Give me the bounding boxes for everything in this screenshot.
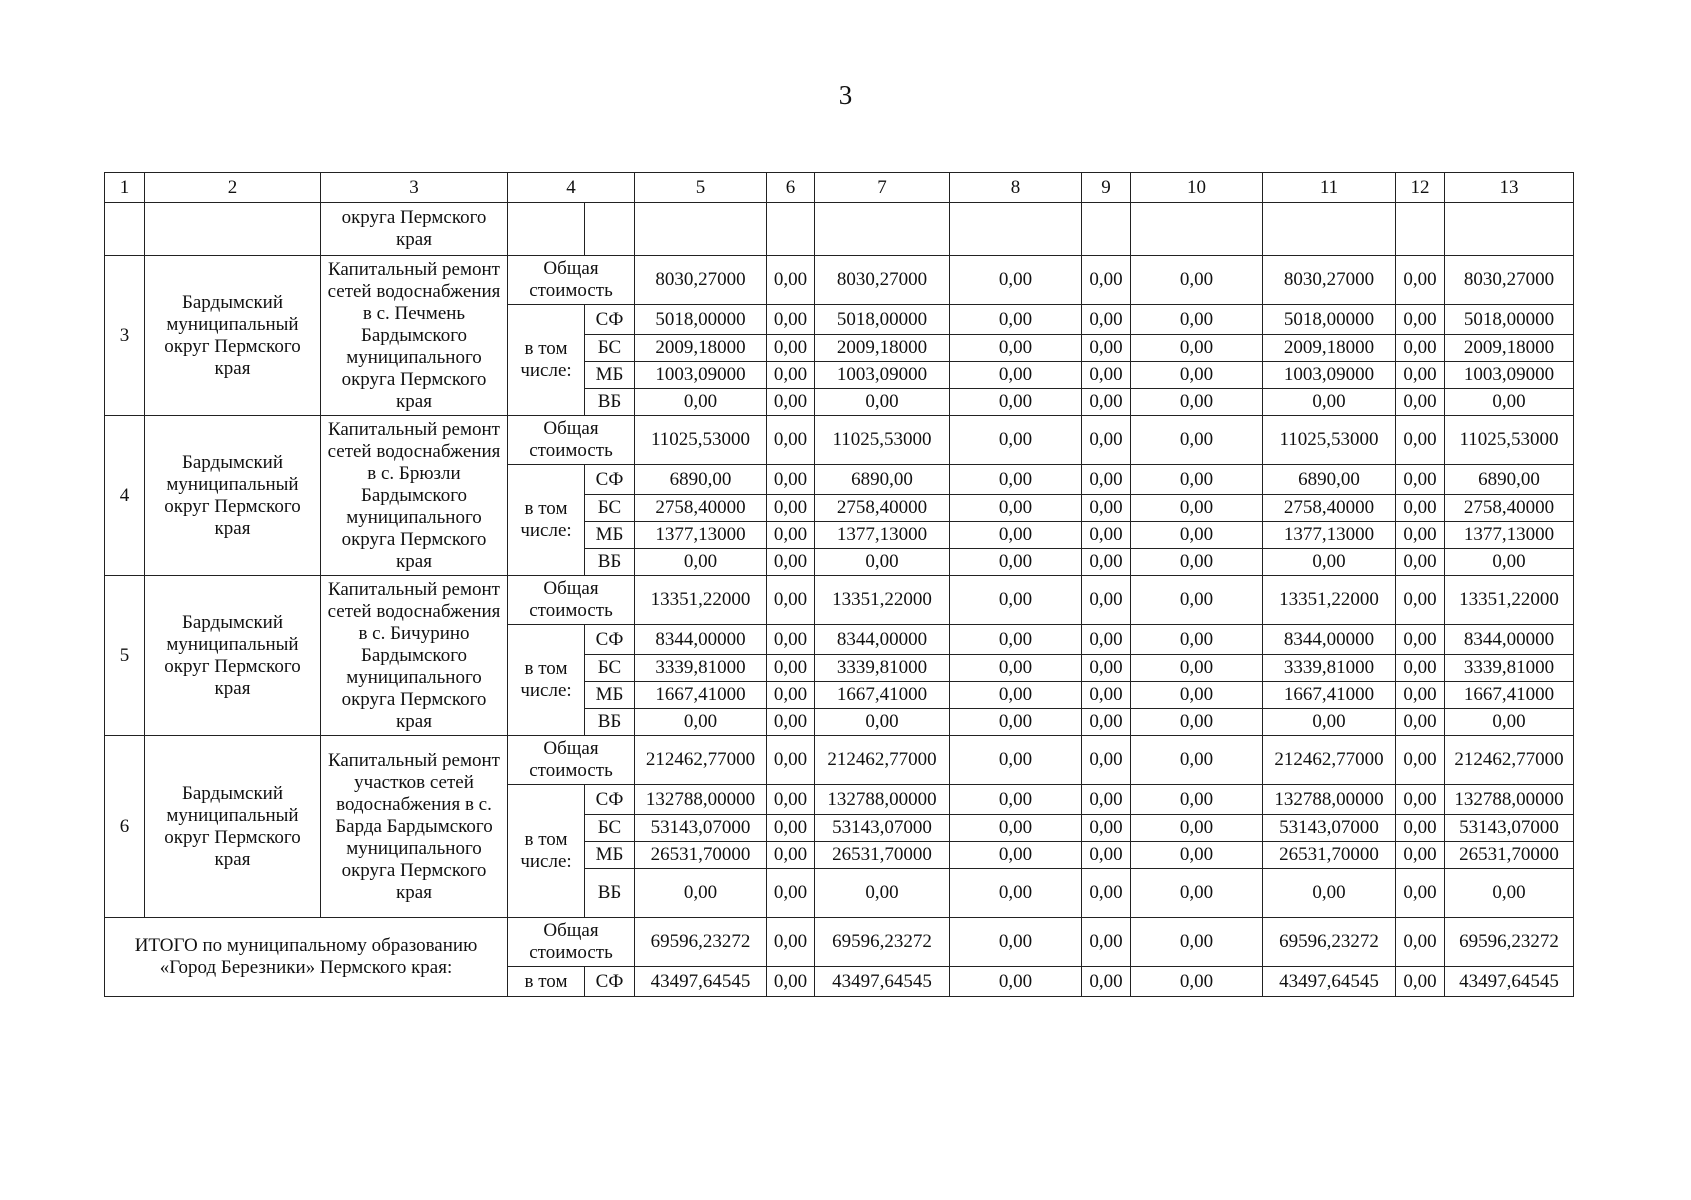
value-cell: 0,00 (950, 709, 1082, 736)
value-cell: 212462,77000 (635, 736, 767, 785)
value-cell: 0,00 (767, 362, 815, 389)
value-cell: 0,00 (950, 256, 1082, 305)
value-cell: 0,00 (1131, 785, 1263, 815)
value-cell: 0,00 (1445, 389, 1574, 416)
row-number: 3 (105, 256, 145, 416)
value-cell: 69596,23272 (1445, 918, 1574, 967)
value-cell: 0,00 (950, 389, 1082, 416)
value-cell: 0,00 (1082, 785, 1131, 815)
value-cell: 0,00 (767, 389, 815, 416)
value-cell: 0,00 (1131, 416, 1263, 465)
value-cell: 0,00 (950, 736, 1082, 785)
value-cell: 0,00 (1263, 389, 1396, 416)
value-cell: 0,00 (950, 549, 1082, 576)
value-cell: 0,00 (767, 785, 815, 815)
grand-total-label-line: «Город Березники» Пермского края: (159, 957, 453, 978)
grand-total-label (105, 918, 508, 997)
value-cell: 0,00 (1082, 495, 1131, 522)
value-cell: 0,00 (767, 305, 815, 335)
value-cell: 0,00 (1131, 389, 1263, 416)
value-cell: 3339,81000 (1263, 655, 1396, 682)
value-cell: 0,00 (767, 625, 815, 655)
value-cell: 43497,64545 (1263, 967, 1396, 997)
value-cell: 2009,18000 (635, 335, 767, 362)
value-cell: 0,00 (635, 709, 767, 736)
funding-source-code: МБ (585, 362, 635, 389)
empty-cell (815, 203, 950, 256)
total-cost-label: Общая стоимость (508, 416, 635, 465)
breakdown-prefix: в том числе: (508, 305, 585, 416)
value-cell: 1377,13000 (635, 522, 767, 549)
value-cell: 0,00 (1396, 967, 1445, 997)
value-cell: 11025,53000 (635, 416, 767, 465)
value-cell: 26531,70000 (1263, 842, 1396, 869)
value-cell: 53143,07000 (1445, 815, 1574, 842)
value-cell: 0,00 (767, 576, 815, 625)
funding-source-code: ВБ (585, 389, 635, 416)
value-cell: 0,00 (815, 389, 950, 416)
value-cell: 0,00 (767, 967, 815, 997)
value-cell: 0,00 (1131, 655, 1263, 682)
value-cell: 0,00 (815, 709, 950, 736)
row-number: 5 (105, 576, 145, 736)
value-cell: 132788,00000 (1445, 785, 1574, 815)
value-cell: 8344,00000 (1445, 625, 1574, 655)
value-cell: 1003,09000 (635, 362, 767, 389)
value-cell: 0,00 (767, 655, 815, 682)
value-cell: 69596,23272 (1263, 918, 1396, 967)
municipality-cell: Бардымский муниципальный округ Пермского края (145, 736, 321, 918)
column-header: 5 (635, 173, 767, 203)
funding-source-code: ВБ (585, 709, 635, 736)
value-cell: 2758,40000 (1263, 495, 1396, 522)
value-cell: 53143,07000 (635, 815, 767, 842)
value-cell: 0,00 (1082, 549, 1131, 576)
value-cell: 0,00 (950, 576, 1082, 625)
value-cell: 0,00 (1082, 362, 1131, 389)
value-cell: 0,00 (950, 495, 1082, 522)
column-header: 12 (1396, 173, 1445, 203)
empty-cell (508, 203, 585, 256)
value-cell: 0,00 (1131, 682, 1263, 709)
value-cell: 132788,00000 (635, 785, 767, 815)
value-cell: 0,00 (1082, 736, 1131, 785)
value-cell: 0,00 (1396, 549, 1445, 576)
value-cell: 0,00 (1131, 625, 1263, 655)
value-cell: 0,00 (1396, 495, 1445, 522)
value-cell: 132788,00000 (815, 785, 950, 815)
value-cell: 1667,41000 (1445, 682, 1574, 709)
breakdown-prefix: в том числе: (508, 465, 585, 576)
value-cell: 0,00 (1396, 655, 1445, 682)
value-cell: 8030,27000 (1445, 256, 1574, 305)
empty-cell (767, 203, 815, 256)
value-cell: 0,00 (1082, 389, 1131, 416)
value-cell: 0,00 (767, 416, 815, 465)
value-cell: 0,00 (1445, 709, 1574, 736)
continuation-row (105, 203, 1574, 256)
value-cell: 0,00 (1082, 709, 1131, 736)
value-cell: 0,00 (1396, 522, 1445, 549)
total-cost-label: Общая стоимость (508, 918, 635, 967)
value-cell: 0,00 (1131, 967, 1263, 997)
breakdown-prefix: в том числе: (508, 785, 585, 918)
value-cell: 2758,40000 (1445, 495, 1574, 522)
value-cell: 1003,09000 (815, 362, 950, 389)
object-cell: Капитальный ремонт сетей водоснабжения в с. Бичурино Бардымского муниципального округа Пермского края (321, 576, 508, 736)
column-header: 8 (950, 173, 1082, 203)
empty-cell (635, 203, 767, 256)
value-cell: 2009,18000 (815, 335, 950, 362)
value-cell: 11025,53000 (1263, 416, 1396, 465)
empty-cell (145, 203, 321, 256)
value-cell: 5018,00000 (1263, 305, 1396, 335)
value-cell: 0,00 (1082, 256, 1131, 305)
value-cell: 0,00 (1131, 305, 1263, 335)
value-cell: 0,00 (1131, 918, 1263, 967)
value-cell: 1377,13000 (815, 522, 950, 549)
value-cell: 132788,00000 (1263, 785, 1396, 815)
value-cell: 13351,22000 (1263, 576, 1396, 625)
funding-source-code: СФ (585, 305, 635, 335)
object-cell: Капитальный ремонт сетей водоснабжения в с. Печмень Бардымского муниципального округа Пермского края (321, 256, 508, 416)
value-cell: 0,00 (1396, 918, 1445, 967)
value-cell: 0,00 (950, 465, 1082, 495)
value-cell: 53143,07000 (815, 815, 950, 842)
funding-source-code: СФ (585, 967, 635, 997)
empty-cell (1082, 203, 1131, 256)
value-cell: 0,00 (767, 522, 815, 549)
value-cell: 0,00 (1263, 549, 1396, 576)
value-cell: 1667,41000 (1263, 682, 1396, 709)
municipality-cell: Бардымский муниципальный округ Пермского края (145, 416, 321, 576)
grand-total-row (105, 918, 1574, 967)
value-cell: 0,00 (1131, 709, 1263, 736)
value-cell: 0,00 (635, 549, 767, 576)
value-cell: 0,00 (1396, 335, 1445, 362)
value-cell: 0,00 (1396, 362, 1445, 389)
value-cell: 0,00 (950, 682, 1082, 709)
value-cell: 0,00 (950, 362, 1082, 389)
column-header: 1 (105, 173, 145, 203)
breakdown-prefix: в том числе: (508, 625, 585, 736)
value-cell: 0,00 (1082, 842, 1131, 869)
funding-table (104, 172, 1574, 997)
value-cell: 0,00 (1396, 785, 1445, 815)
value-cell: 0,00 (1396, 625, 1445, 655)
value-cell: 0,00 (1396, 305, 1445, 335)
column-header: 4 (508, 173, 635, 203)
value-cell: 5018,00000 (635, 305, 767, 335)
value-cell: 0,00 (1396, 869, 1445, 918)
value-cell: 0,00 (950, 416, 1082, 465)
value-cell: 2009,18000 (1445, 335, 1574, 362)
value-cell: 0,00 (1082, 416, 1131, 465)
value-cell: 0,00 (767, 869, 815, 918)
value-cell: 212462,77000 (1263, 736, 1396, 785)
empty-cell (1445, 203, 1574, 256)
value-cell: 0,00 (767, 682, 815, 709)
value-cell: 6890,00 (1263, 465, 1396, 495)
value-cell: 0,00 (635, 389, 767, 416)
value-cell: 1003,09000 (1445, 362, 1574, 389)
value-cell: 8344,00000 (815, 625, 950, 655)
value-cell: 0,00 (950, 967, 1082, 997)
value-cell: 0,00 (1131, 549, 1263, 576)
value-cell: 3339,81000 (815, 655, 950, 682)
value-cell: 0,00 (950, 305, 1082, 335)
value-cell: 5018,00000 (1445, 305, 1574, 335)
value-cell: 0,00 (1131, 362, 1263, 389)
value-cell: 0,00 (1082, 655, 1131, 682)
funding-source-code: МБ (585, 842, 635, 869)
value-cell: 0,00 (1082, 815, 1131, 842)
grand-total-label-line: ИТОГО по муниципальному образованию (134, 935, 478, 956)
value-cell: 69596,23272 (635, 918, 767, 967)
value-cell: 0,00 (1396, 389, 1445, 416)
header-row (105, 173, 1574, 203)
value-cell: 0,00 (767, 495, 815, 522)
value-cell: 212462,77000 (815, 736, 950, 785)
value-cell: 1003,09000 (1263, 362, 1396, 389)
value-cell: 0,00 (950, 785, 1082, 815)
value-cell: 43497,64545 (635, 967, 767, 997)
value-cell: 0,00 (635, 869, 767, 918)
empty-cell (1263, 203, 1396, 256)
value-cell: 0,00 (950, 869, 1082, 918)
funding-source-code: БС (585, 815, 635, 842)
empty-cell (105, 203, 145, 256)
column-header: 2 (145, 173, 321, 203)
value-cell: 0,00 (767, 256, 815, 305)
value-cell: 0,00 (950, 625, 1082, 655)
group-total-row (105, 736, 1574, 785)
value-cell: 69596,23272 (815, 918, 950, 967)
funding-source-code: МБ (585, 682, 635, 709)
row-number: 4 (105, 416, 145, 576)
value-cell: 43497,64545 (1445, 967, 1574, 997)
value-cell: 0,00 (767, 736, 815, 785)
value-cell: 0,00 (1396, 256, 1445, 305)
value-cell: 0,00 (767, 335, 815, 362)
value-cell: 6890,00 (635, 465, 767, 495)
group-total-row (105, 256, 1574, 305)
value-cell: 8030,27000 (635, 256, 767, 305)
funding-source-code: ВБ (585, 869, 635, 918)
value-cell: 0,00 (1131, 522, 1263, 549)
object-cell: Капитальный ремонт сетей водоснабжения в с. Брюзли Бардымского муниципального округа Пермского края (321, 416, 508, 576)
empty-cell (1131, 203, 1263, 256)
value-cell: 3339,81000 (1445, 655, 1574, 682)
funding-source-code: СФ (585, 625, 635, 655)
total-cost-label: Общая стоимость (508, 736, 635, 785)
value-cell: 0,00 (1082, 335, 1131, 362)
value-cell: 53143,07000 (1263, 815, 1396, 842)
value-cell: 13351,22000 (1445, 576, 1574, 625)
column-header: 10 (1131, 173, 1263, 203)
group-total-row (105, 576, 1574, 625)
value-cell: 0,00 (1263, 709, 1396, 736)
value-cell: 26531,70000 (1445, 842, 1574, 869)
value-cell: 0,00 (1396, 709, 1445, 736)
value-cell: 0,00 (1445, 869, 1574, 918)
value-cell: 11025,53000 (815, 416, 950, 465)
column-header: 3 (321, 173, 508, 203)
value-cell: 13351,22000 (815, 576, 950, 625)
value-cell: 212462,77000 (1445, 736, 1574, 785)
continuation-cell: округа Пермского края (321, 203, 508, 256)
value-cell: 0,00 (1131, 815, 1263, 842)
object-cell: Капитальный ремонт участков сетей водоснабжения в с. Барда Бардымского муниципального округа Пермского края (321, 736, 508, 918)
value-cell: 1667,41000 (815, 682, 950, 709)
funding-source-code: СФ (585, 785, 635, 815)
page-number: 3 (838, 80, 853, 110)
municipality-cell: Бардымский муниципальный округ Пермского края (145, 576, 321, 736)
value-cell: 0,00 (1131, 736, 1263, 785)
column-header: 9 (1082, 173, 1131, 203)
value-cell: 11025,53000 (1445, 416, 1574, 465)
value-cell: 0,00 (1396, 815, 1445, 842)
value-cell: 0,00 (767, 842, 815, 869)
value-cell: 2758,40000 (815, 495, 950, 522)
value-cell: 43497,64545 (815, 967, 950, 997)
value-cell: 0,00 (1396, 736, 1445, 785)
value-cell: 2758,40000 (635, 495, 767, 522)
value-cell: 5018,00000 (815, 305, 950, 335)
breakdown-prefix: в том (508, 967, 585, 997)
value-cell: 0,00 (1082, 576, 1131, 625)
funding-source-code: БС (585, 655, 635, 682)
value-cell: 0,00 (1263, 869, 1396, 918)
value-cell: 0,00 (767, 709, 815, 736)
value-cell: 0,00 (1082, 465, 1131, 495)
value-cell: 1377,13000 (1263, 522, 1396, 549)
value-cell: 0,00 (1131, 335, 1263, 362)
funding-source-code: БС (585, 495, 635, 522)
value-cell: 0,00 (1131, 465, 1263, 495)
value-cell: 0,00 (767, 815, 815, 842)
value-cell: 0,00 (1082, 918, 1131, 967)
value-cell: 0,00 (1131, 495, 1263, 522)
empty-cell (950, 203, 1082, 256)
funding-source-code: СФ (585, 465, 635, 495)
value-cell: 0,00 (1396, 842, 1445, 869)
value-cell: 3339,81000 (635, 655, 767, 682)
funding-source-code: МБ (585, 522, 635, 549)
value-cell: 0,00 (767, 549, 815, 576)
value-cell: 0,00 (1082, 522, 1131, 549)
value-cell: 0,00 (950, 815, 1082, 842)
value-cell: 0,00 (950, 842, 1082, 869)
value-cell: 0,00 (1131, 576, 1263, 625)
column-header: 6 (767, 173, 815, 203)
total-cost-label: Общая стоимость (508, 576, 635, 625)
empty-cell (585, 203, 635, 256)
value-cell: 1377,13000 (1445, 522, 1574, 549)
value-cell: 0,00 (1082, 967, 1131, 997)
value-cell: 26531,70000 (815, 842, 950, 869)
value-cell: 0,00 (950, 918, 1082, 967)
value-cell: 0,00 (1082, 869, 1131, 918)
value-cell: 13351,22000 (635, 576, 767, 625)
empty-cell (1396, 203, 1445, 256)
total-cost-label: Общая стоимость (508, 256, 635, 305)
value-cell: 0,00 (1396, 416, 1445, 465)
value-cell: 8344,00000 (1263, 625, 1396, 655)
value-cell: 8344,00000 (635, 625, 767, 655)
group-total-row (105, 416, 1574, 465)
value-cell: 0,00 (950, 522, 1082, 549)
column-header: 7 (815, 173, 950, 203)
value-cell: 0,00 (767, 918, 815, 967)
value-cell: 26531,70000 (635, 842, 767, 869)
value-cell: 0,00 (1082, 625, 1131, 655)
value-cell: 2009,18000 (1263, 335, 1396, 362)
value-cell: 0,00 (950, 335, 1082, 362)
value-cell: 0,00 (1131, 256, 1263, 305)
value-cell: 0,00 (1131, 842, 1263, 869)
value-cell: 8030,27000 (1263, 256, 1396, 305)
row-number: 6 (105, 736, 145, 918)
value-cell: 0,00 (815, 549, 950, 576)
funding-source-code: ВБ (585, 549, 635, 576)
value-cell: 0,00 (1082, 305, 1131, 335)
value-cell: 6890,00 (1445, 465, 1574, 495)
municipality-cell: Бардымский муниципальный округ Пермского края (145, 256, 321, 416)
value-cell: 8030,27000 (815, 256, 950, 305)
value-cell: 0,00 (1445, 549, 1574, 576)
value-cell: 0,00 (1082, 682, 1131, 709)
value-cell: 0,00 (1396, 576, 1445, 625)
value-cell: 0,00 (950, 655, 1082, 682)
value-cell: 0,00 (1396, 682, 1445, 709)
value-cell: 0,00 (815, 869, 950, 918)
value-cell: 6890,00 (815, 465, 950, 495)
value-cell: 0,00 (767, 465, 815, 495)
value-cell: 1667,41000 (635, 682, 767, 709)
column-header: 11 (1263, 173, 1396, 203)
column-header: 13 (1445, 173, 1574, 203)
value-cell: 0,00 (1396, 465, 1445, 495)
value-cell: 0,00 (1131, 869, 1263, 918)
funding-source-code: БС (585, 335, 635, 362)
